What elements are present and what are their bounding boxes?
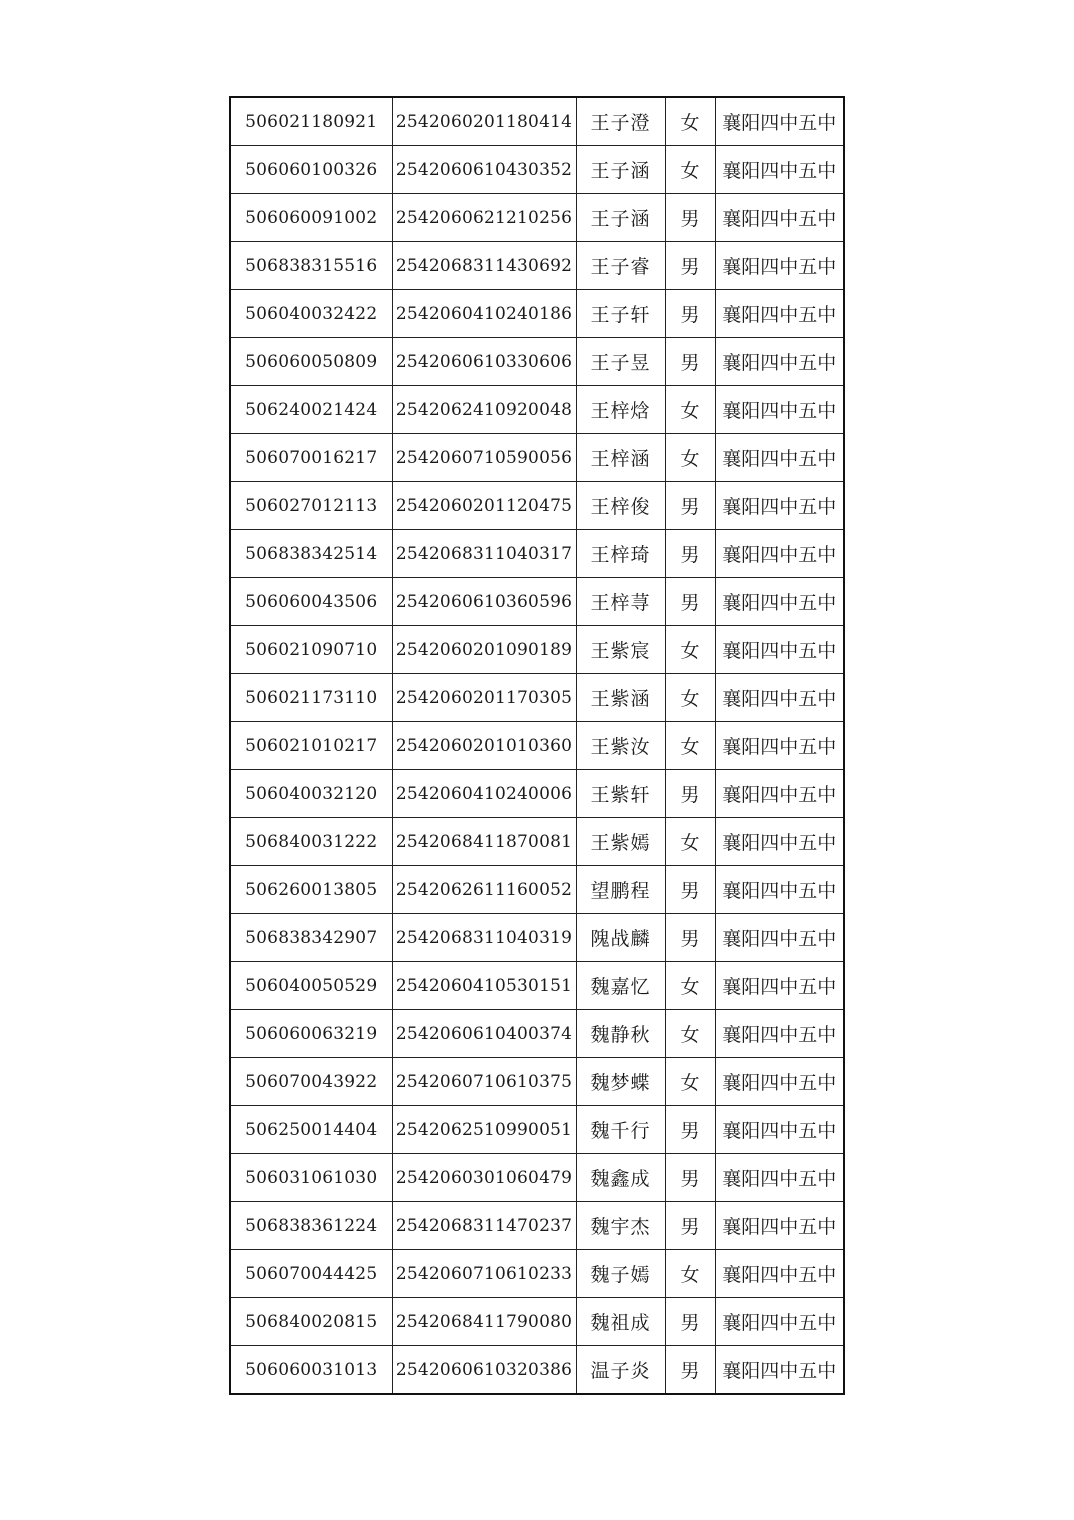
gender-cell: 男	[665, 482, 715, 530]
table-row	[230, 914, 844, 962]
table-row	[230, 434, 844, 482]
exam-number-cell: 506040050529	[230, 962, 392, 1010]
registration-number-cell: 2542060710590056	[392, 434, 576, 482]
registration-number-cell: 2542060621210256	[392, 194, 576, 242]
table-row	[230, 482, 844, 530]
school-cell: 襄阳四中五中	[715, 770, 844, 818]
exam-number-cell: 506260013805	[230, 866, 392, 914]
exam-number-cell: 506250014404	[230, 1106, 392, 1154]
registration-number-cell: 2542060201180414	[392, 97, 576, 146]
exam-number-cell: 506021173110	[230, 674, 392, 722]
table-row	[230, 530, 844, 578]
registration-number-cell: 2542060610320386	[392, 1346, 576, 1395]
student-name-cell: 王紫轩	[576, 770, 665, 818]
table-row	[230, 386, 844, 434]
table-row	[230, 242, 844, 290]
school-cell: 襄阳四中五中	[715, 530, 844, 578]
registration-number-cell: 2542068411790080	[392, 1298, 576, 1346]
exam-number-cell: 506060100326	[230, 146, 392, 194]
table-row	[230, 1202, 844, 1250]
exam-number-cell: 506060050809	[230, 338, 392, 386]
gender-cell: 女	[665, 386, 715, 434]
gender-cell: 男	[665, 290, 715, 338]
registration-number-cell: 2542060410530151	[392, 962, 576, 1010]
school-cell: 襄阳四中五中	[715, 626, 844, 674]
table-row	[230, 962, 844, 1010]
roster-body	[230, 97, 844, 1394]
registration-number-cell: 2542068311040319	[392, 914, 576, 962]
registration-number-cell: 2542062510990051	[392, 1106, 576, 1154]
school-cell: 襄阳四中五中	[715, 962, 844, 1010]
exam-number-cell: 506060063219	[230, 1010, 392, 1058]
gender-cell: 女	[665, 97, 715, 146]
table-row	[230, 1154, 844, 1202]
school-cell: 襄阳四中五中	[715, 97, 844, 146]
table-row	[230, 338, 844, 386]
school-cell: 襄阳四中五中	[715, 290, 844, 338]
school-cell: 襄阳四中五中	[715, 434, 844, 482]
student-name-cell: 王梓俊	[576, 482, 665, 530]
school-cell: 襄阳四中五中	[715, 146, 844, 194]
school-cell: 襄阳四中五中	[715, 1106, 844, 1154]
registration-number-cell: 2542060610400374	[392, 1010, 576, 1058]
table-row	[230, 1250, 844, 1298]
registration-number-cell: 2542068311040317	[392, 530, 576, 578]
school-cell: 襄阳四中五中	[715, 914, 844, 962]
gender-cell: 男	[665, 770, 715, 818]
gender-cell: 男	[665, 242, 715, 290]
student-name-cell: 王紫涵	[576, 674, 665, 722]
student-name-cell: 魏鑫成	[576, 1154, 665, 1202]
registration-number-cell: 2542060201170305	[392, 674, 576, 722]
student-name-cell: 望鹏程	[576, 866, 665, 914]
student-name-cell: 王子睿	[576, 242, 665, 290]
gender-cell: 女	[665, 626, 715, 674]
gender-cell: 女	[665, 962, 715, 1010]
gender-cell: 男	[665, 194, 715, 242]
exam-number-cell: 506070016217	[230, 434, 392, 482]
exam-number-cell: 506070043922	[230, 1058, 392, 1106]
gender-cell: 男	[665, 1154, 715, 1202]
exam-number-cell: 506060091002	[230, 194, 392, 242]
student-name-cell: 王子轩	[576, 290, 665, 338]
school-cell: 襄阳四中五中	[715, 818, 844, 866]
exam-number-cell: 506840020815	[230, 1298, 392, 1346]
exam-number-cell: 506070044425	[230, 1250, 392, 1298]
school-cell: 襄阳四中五中	[715, 386, 844, 434]
gender-cell: 女	[665, 434, 715, 482]
exam-number-cell: 506060043506	[230, 578, 392, 626]
table-row	[230, 194, 844, 242]
school-cell: 襄阳四中五中	[715, 674, 844, 722]
exam-number-cell: 506027012113	[230, 482, 392, 530]
registration-number-cell: 2542062410920048	[392, 386, 576, 434]
gender-cell: 男	[665, 1346, 715, 1395]
student-name-cell: 魏嘉忆	[576, 962, 665, 1010]
student-name-cell: 王子涵	[576, 146, 665, 194]
school-cell: 襄阳四中五中	[715, 578, 844, 626]
exam-number-cell: 506838342907	[230, 914, 392, 962]
registration-number-cell: 2542060201090189	[392, 626, 576, 674]
exam-number-cell: 506040032422	[230, 290, 392, 338]
table-row	[230, 290, 844, 338]
table-row	[230, 1058, 844, 1106]
student-name-cell: 王子涵	[576, 194, 665, 242]
school-cell: 襄阳四中五中	[715, 1058, 844, 1106]
table-row	[230, 626, 844, 674]
registration-number-cell: 2542060410240186	[392, 290, 576, 338]
student-name-cell: 魏子嫣	[576, 1250, 665, 1298]
registration-number-cell: 2542060201010360	[392, 722, 576, 770]
school-cell: 襄阳四中五中	[715, 1202, 844, 1250]
student-name-cell: 王子昱	[576, 338, 665, 386]
gender-cell: 男	[665, 578, 715, 626]
registration-number-cell: 2542068311470237	[392, 1202, 576, 1250]
student-name-cell: 魏祖成	[576, 1298, 665, 1346]
table-row	[230, 1298, 844, 1346]
school-cell: 襄阳四中五中	[715, 722, 844, 770]
school-cell: 襄阳四中五中	[715, 1154, 844, 1202]
gender-cell: 女	[665, 1250, 715, 1298]
table-row	[230, 1106, 844, 1154]
gender-cell: 女	[665, 146, 715, 194]
exam-number-cell: 506021010217	[230, 722, 392, 770]
registration-number-cell: 2542060610360596	[392, 578, 576, 626]
table-row	[230, 770, 844, 818]
gender-cell: 女	[665, 818, 715, 866]
gender-cell: 女	[665, 722, 715, 770]
student-name-cell: 王梓荨	[576, 578, 665, 626]
table-row	[230, 1346, 844, 1395]
gender-cell: 男	[665, 338, 715, 386]
gender-cell: 男	[665, 530, 715, 578]
student-name-cell: 魏梦蝶	[576, 1058, 665, 1106]
school-cell: 襄阳四中五中	[715, 1250, 844, 1298]
gender-cell: 女	[665, 1058, 715, 1106]
student-name-cell: 王梓琦	[576, 530, 665, 578]
registration-number-cell: 2542060201120475	[392, 482, 576, 530]
registration-number-cell: 2542068311430692	[392, 242, 576, 290]
table-row	[230, 674, 844, 722]
table-row	[230, 818, 844, 866]
table-row	[230, 1010, 844, 1058]
registration-number-cell: 2542068411870081	[392, 818, 576, 866]
table-row	[230, 97, 844, 146]
gender-cell: 男	[665, 1298, 715, 1346]
student-name-cell: 王梓涵	[576, 434, 665, 482]
student-name-cell: 王紫嫣	[576, 818, 665, 866]
student-name-cell: 魏千行	[576, 1106, 665, 1154]
table-row	[230, 722, 844, 770]
gender-cell: 女	[665, 1010, 715, 1058]
exam-number-cell: 506840031222	[230, 818, 392, 866]
registration-number-cell: 2542060301060479	[392, 1154, 576, 1202]
school-cell: 襄阳四中五中	[715, 1346, 844, 1395]
student-name-cell: 王子澄	[576, 97, 665, 146]
student-name-cell: 王紫汝	[576, 722, 665, 770]
school-cell: 襄阳四中五中	[715, 338, 844, 386]
exam-number-cell: 506040032120	[230, 770, 392, 818]
exam-number-cell: 506031061030	[230, 1154, 392, 1202]
student-name-cell: 温子炎	[576, 1346, 665, 1395]
registration-number-cell: 2542062611160052	[392, 866, 576, 914]
student-roster-table	[229, 96, 845, 1395]
exam-number-cell: 506060031013	[230, 1346, 392, 1395]
gender-cell: 男	[665, 914, 715, 962]
exam-number-cell: 506838361224	[230, 1202, 392, 1250]
school-cell: 襄阳四中五中	[715, 1010, 844, 1058]
exam-number-cell: 506838315516	[230, 242, 392, 290]
school-cell: 襄阳四中五中	[715, 194, 844, 242]
registration-number-cell: 2542060710610233	[392, 1250, 576, 1298]
student-name-cell: 王梓焓	[576, 386, 665, 434]
school-cell: 襄阳四中五中	[715, 482, 844, 530]
student-name-cell: 王紫宸	[576, 626, 665, 674]
exam-number-cell: 506240021424	[230, 386, 392, 434]
gender-cell: 女	[665, 674, 715, 722]
table-row	[230, 146, 844, 194]
table-row	[230, 866, 844, 914]
exam-number-cell: 506838342514	[230, 530, 392, 578]
student-name-cell: 魏宇杰	[576, 1202, 665, 1250]
student-name-cell: 隗战麟	[576, 914, 665, 962]
registration-number-cell: 2542060410240006	[392, 770, 576, 818]
school-cell: 襄阳四中五中	[715, 242, 844, 290]
table-row	[230, 578, 844, 626]
gender-cell: 男	[665, 866, 715, 914]
student-name-cell: 魏静秋	[576, 1010, 665, 1058]
exam-number-cell: 506021180921	[230, 97, 392, 146]
school-cell: 襄阳四中五中	[715, 866, 844, 914]
registration-number-cell: 2542060710610375	[392, 1058, 576, 1106]
school-cell: 襄阳四中五中	[715, 1298, 844, 1346]
exam-number-cell: 506021090710	[230, 626, 392, 674]
gender-cell: 男	[665, 1202, 715, 1250]
gender-cell: 男	[665, 1106, 715, 1154]
registration-number-cell: 2542060610330606	[392, 338, 576, 386]
registration-number-cell: 2542060610430352	[392, 146, 576, 194]
